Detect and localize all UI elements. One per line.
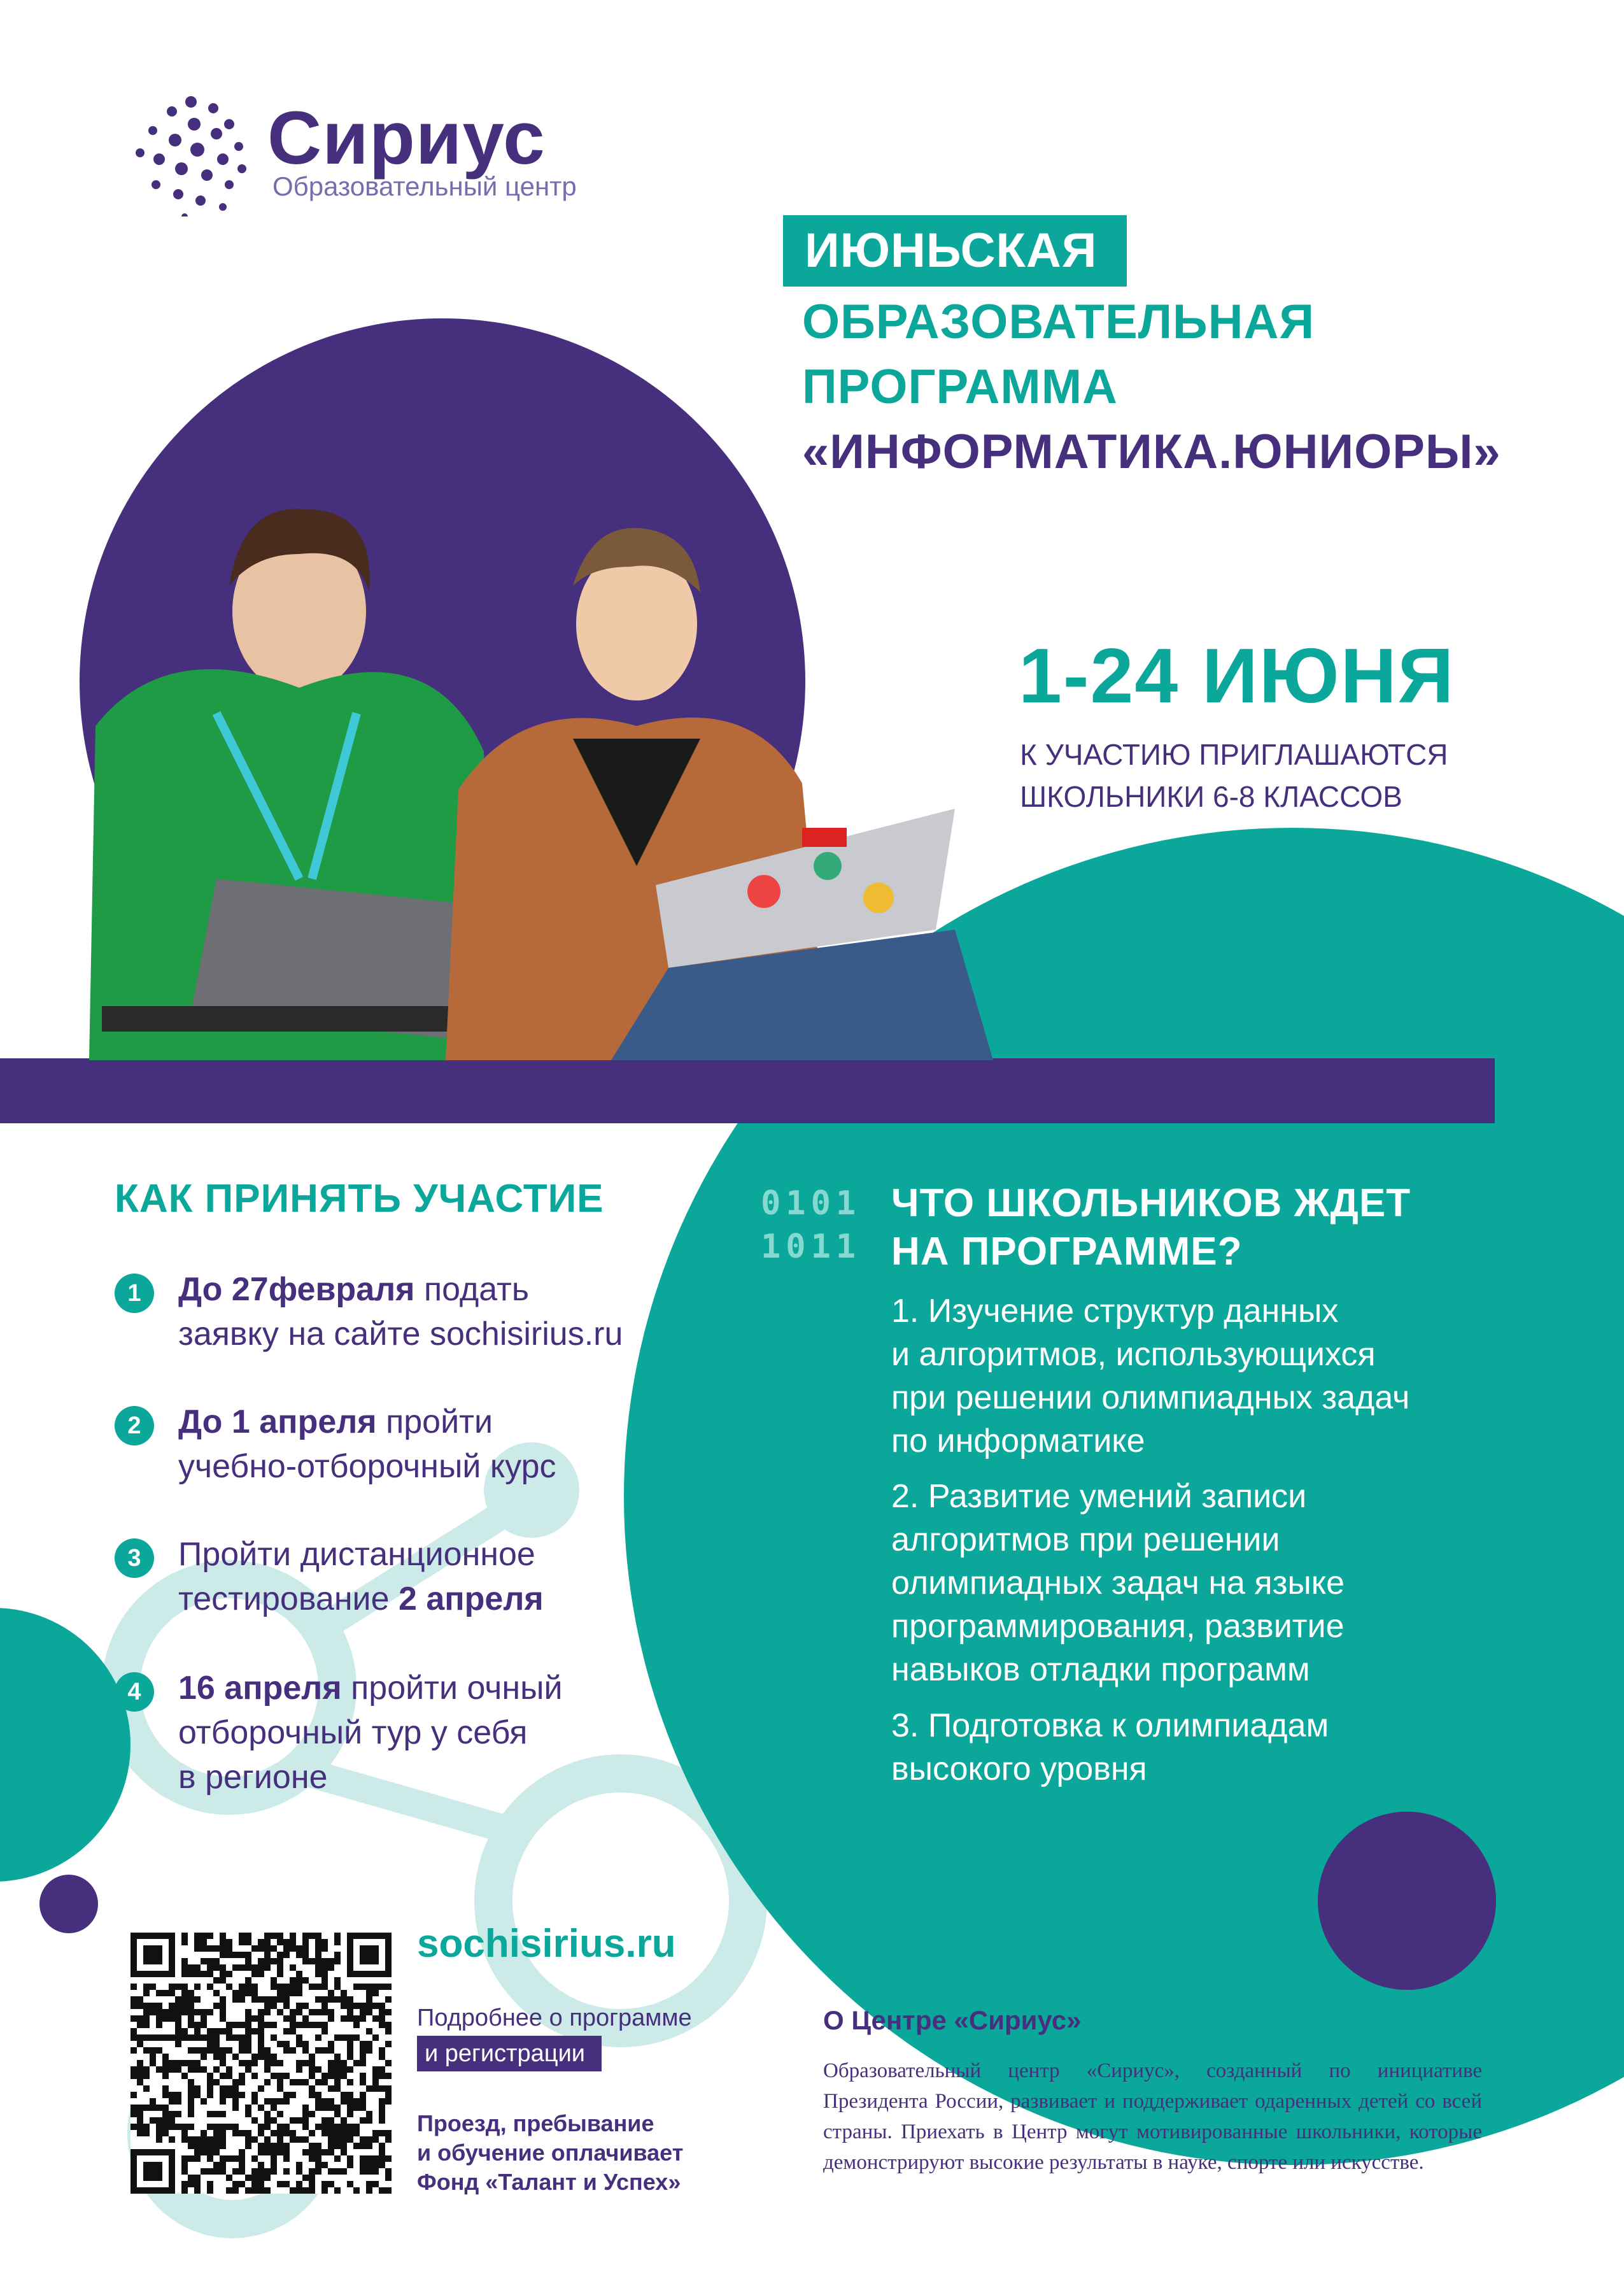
expect-item-line: 2. Развитие умений записи [891, 1478, 1307, 1515]
how-title: КАК ПРИНЯТЬ УЧАСТИЕ [115, 1177, 604, 1221]
fund-line1: Проезд, пребывание [417, 2110, 654, 2136]
binary-decoration [761, 1182, 861, 1268]
step-number: 3 [115, 1538, 154, 1578]
expect-item-line: 3. Подготовка к олимпиадам [891, 1707, 1329, 1744]
students-photo [0, 484, 993, 1060]
step-text [178, 1400, 556, 1489]
students-with-laptops-icon [0, 484, 993, 1060]
step-bold: 16 апреля [178, 1670, 342, 1707]
purple-small-circle [1318, 1812, 1496, 1990]
purple-band [0, 1058, 1495, 1123]
expect-item-line: по информатике [891, 1423, 1145, 1459]
more-info-line1: Подробнее о программе [417, 2005, 692, 2031]
invite-text [1020, 734, 1448, 818]
dots-logo-icon [127, 89, 255, 217]
expect-item-line: 1. Изучение структур данных [891, 1293, 1339, 1330]
qr-code-icon[interactable] [131, 1933, 392, 2194]
fund-line3: Фонд «Талант и Успех» [417, 2169, 681, 2195]
step-bold: До 1 апреля [178, 1403, 377, 1440]
teal-dot [1509, 1947, 1588, 2026]
event-dates: 1-24 ИЮНЯ [1019, 632, 1455, 719]
fund-line2: и обучение оплачивает [417, 2140, 684, 2166]
expect-item-2 [891, 1475, 1345, 1691]
logo-subtitle: Образовательный центр [272, 171, 577, 201]
step-rest: пройти [376, 1403, 493, 1440]
step-number: 1 [115, 1274, 154, 1313]
about-text: Образовательный центр «Сириус», созданный по инициативе Президента России, развивает и поддерживает одаренных детей со всей страны. Приехать в Центр могут мотивированные школьники, которые демонстрируют высокие результаты в науке, спорте или искусстве. [823, 2059, 1482, 2174]
fund-note [417, 2109, 683, 2197]
step-4 [115, 1666, 688, 1806]
step-number: 4 [115, 1672, 154, 1712]
site-link[interactable]: sochisirius.ru [417, 1922, 676, 1966]
title-line1: ОБРАЗОВАТЕЛЬНАЯ [802, 295, 1315, 349]
expect-item-line: алгоритмов при решении [891, 1521, 1280, 1558]
expect-item-3 [891, 1704, 1329, 1791]
expect-title-line1: ЧТО ШКОЛЬНИКОВ ЖДЕТ [891, 1181, 1411, 1225]
about-title: О Центре «Сириус» [823, 2005, 1082, 2035]
step-rest: тестирование [178, 1580, 399, 1617]
step-text [178, 1532, 544, 1621]
purple-dot [39, 1875, 98, 1933]
invite-line2: ШКОЛЬНИКИ 6-8 КЛАССОВ [1020, 780, 1402, 813]
binary-line2: 1011 [761, 1228, 861, 1266]
expect-title-line2: НА ПРОГРАММЕ? [891, 1230, 1243, 1274]
step-line2: заявку на сайте sochisirius.ru [178, 1316, 623, 1352]
step-line1: Пройти дистанционное [178, 1536, 535, 1573]
expect-item-line: навыков отладки программ [891, 1651, 1310, 1688]
step-text [178, 1267, 623, 1356]
step-text [178, 1666, 563, 1800]
invite-line1: К УЧАСТИЮ ПРИГЛАШАЮТСЯ [1020, 738, 1448, 771]
step-line2: отборочный тур у себя [178, 1714, 528, 1751]
expect-item-line: и алгоритмов, использующихся [891, 1336, 1376, 1373]
title-highlight-box [783, 215, 1127, 287]
step-bold: До 27февраля [178, 1271, 415, 1308]
step-bold: 2 апреля [398, 1580, 544, 1617]
expect-item-line: программирования, развитие [891, 1608, 1345, 1645]
binary-line1: 0101 [761, 1184, 861, 1223]
expect-item-1 [891, 1289, 1409, 1463]
step-3 [115, 1532, 688, 1628]
step-2 [115, 1400, 688, 1495]
step-number: 2 [115, 1406, 154, 1445]
expect-item-line: при решении олимпиадных задач [891, 1379, 1410, 1416]
expect-item-line: высокого уровня [891, 1750, 1147, 1787]
expect-item-line: олимпиадных задач на языке [891, 1565, 1345, 1601]
step-rest: пройти очный [341, 1670, 563, 1707]
title-line3: «ИНФОРМАТИКА.ЮНИОРЫ» [802, 425, 1501, 479]
step-line3: в регионе [178, 1759, 328, 1796]
expect-title [891, 1179, 1411, 1276]
step-1 [115, 1267, 688, 1363]
step-rest: подать [414, 1271, 529, 1308]
step-line2: учебно-отборочный курс [178, 1448, 556, 1485]
qr-code-graphic [131, 1933, 392, 2194]
title-highlight: ИЮНЬСКАЯ [805, 224, 1098, 278]
title-line2: ПРОГРАММА [802, 360, 1118, 414]
more-info-line2: и регистрации [417, 2036, 602, 2071]
logo-name: Сириус [267, 96, 546, 180]
